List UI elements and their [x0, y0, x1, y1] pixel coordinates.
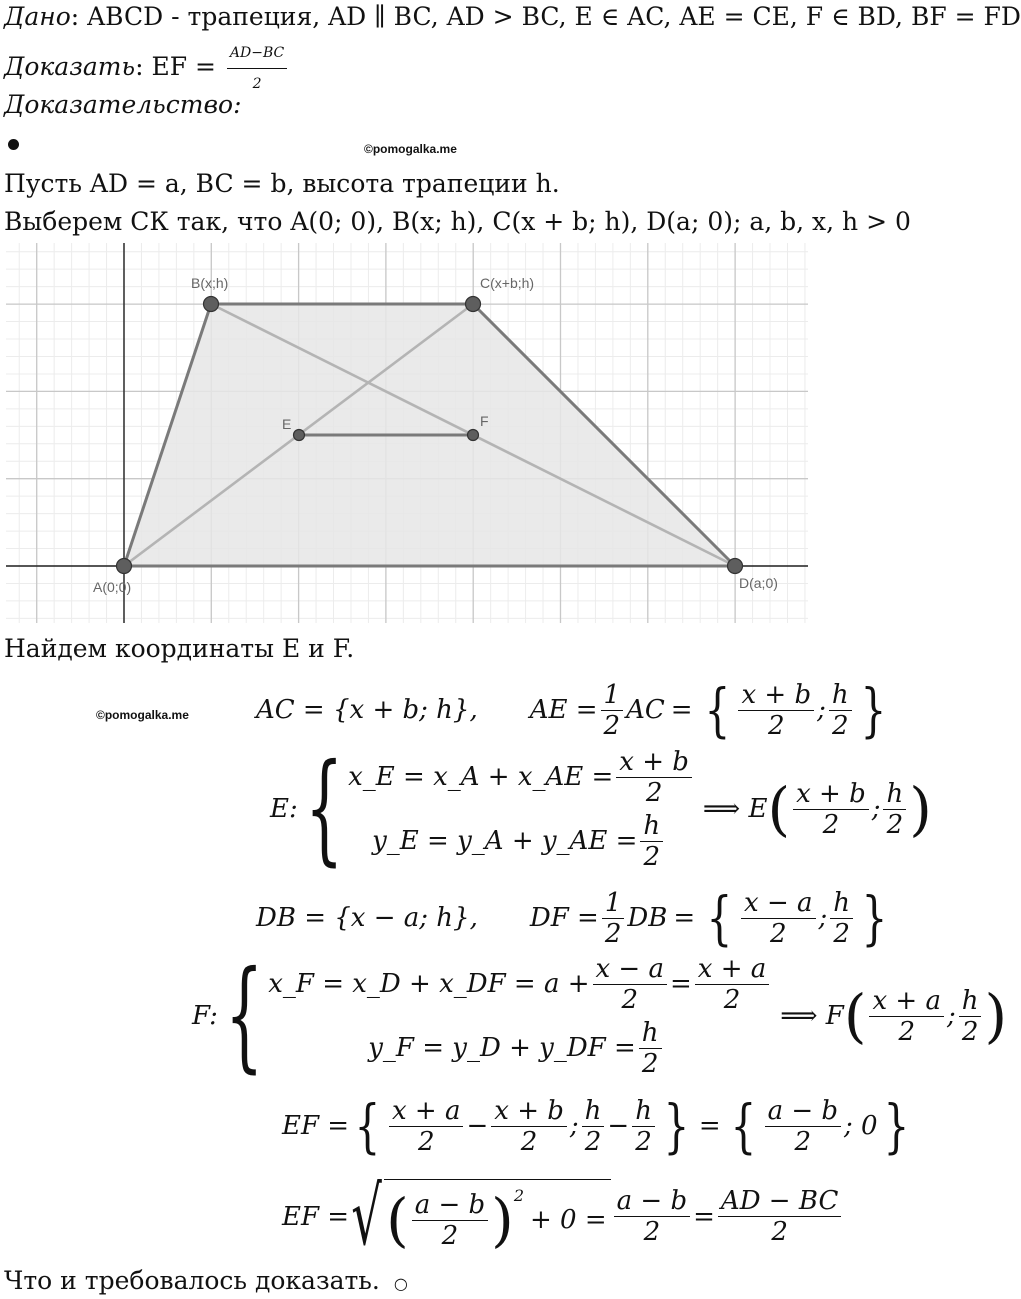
ef-vec-lhs: EF =	[282, 1111, 350, 1141]
prove-denominator: 2	[252, 76, 262, 92]
label-e: E	[282, 416, 292, 432]
ef-d1: 2	[417, 1126, 435, 1157]
ef-n1: x + a	[389, 1096, 463, 1127]
point-d	[728, 559, 743, 574]
equation-ef-length	[282, 1170, 844, 1263]
system-f-row1-frac	[593, 954, 667, 1015]
len-d3: 2	[771, 1217, 788, 1247]
len-n2: a − b	[614, 1186, 690, 1217]
ef-n2: x + b	[491, 1096, 567, 1127]
ef-n3: h	[582, 1096, 605, 1127]
equation-ef-vector: EF = { $\frac{x + a}{2}$ − $\frac{x + b}{2}$ ; $\frac{h}{2}$ − $\frac{h}{2}$ } = { $\frac{a - b}{2}$ ; 0 }	[282, 1092, 909, 1160]
len-frac2	[614, 1186, 690, 1247]
conclusion-text: Что и требовалось доказать.	[4, 1266, 380, 1295]
len-frac1	[412, 1190, 488, 1251]
system-e: E: { x_E = x_A + x_AE = $\frac{x + b}{2}$ y_E = y_A + y_AE = $\frac{h}{2}$ ⟹ E ( $\frac{x + b}{2}$ ; $\frac{h}{2}$ )	[270, 739, 932, 878]
e-res-y	[883, 779, 906, 840]
ef-frac2	[491, 1096, 567, 1157]
eq-db-vec: DB	[627, 903, 668, 933]
given-label: Дано	[4, 2, 71, 31]
f-res-x-num: x + a	[869, 986, 943, 1017]
half-den: 2	[603, 710, 621, 741]
df-half	[602, 888, 625, 949]
ae-x-num: x + b	[738, 680, 814, 711]
system-e-row2-den: 2	[643, 841, 661, 872]
system-e-row2-num: h	[640, 811, 663, 842]
f-res-x-den: 2	[898, 1016, 915, 1047]
len-d1: 2	[441, 1220, 459, 1251]
system-e-row1	[348, 745, 695, 809]
proof-label: Доказательство:	[4, 90, 242, 119]
label-f: F	[480, 413, 489, 429]
given-text: : ABCD - трапеция, AD ∥ BC, AD > BC, E ∈ AC, AE = CE, F ∈ BD, BF = FD	[70, 2, 1021, 31]
system-f-implies: ⟹ F	[780, 1001, 844, 1031]
half-fraction	[601, 680, 624, 741]
system-f-row1-den: 2	[621, 984, 639, 1015]
system-f-row1-eq: =	[669, 969, 692, 999]
ef-zero: ; 0	[844, 1111, 878, 1141]
system-f-row1-num: x − a	[593, 954, 667, 985]
len-frac3	[718, 1186, 841, 1247]
eq-db-sign: =	[673, 903, 696, 933]
prove-label: Доказать	[4, 52, 136, 81]
system-e-row1-num: x + b	[616, 747, 692, 778]
system-e-row2-left: y_E = y_A + y_AE =	[372, 826, 638, 856]
bullet-icon	[8, 139, 19, 150]
ef-frac4	[632, 1096, 655, 1157]
point-c	[466, 297, 481, 312]
f-paren-left: (	[843, 982, 867, 1050]
e-res-y-num: h	[883, 779, 906, 810]
system-f-row1	[268, 952, 772, 1016]
point-b	[204, 297, 219, 312]
len-plus-zero: + 0 =	[530, 1205, 607, 1235]
len-d2: 2	[643, 1217, 661, 1247]
f-res-y-den: 2	[961, 1016, 979, 1047]
watermark-middle: ©pomogalka.me	[96, 708, 189, 722]
df-x-den: 2	[769, 918, 787, 949]
system-f-row2-num: h	[639, 1018, 662, 1049]
df-x-fraction	[741, 888, 815, 949]
ef-minus1: −	[466, 1111, 489, 1141]
find-line: Найдем координаты E и F.	[4, 634, 355, 663]
len-paren-right: )	[491, 1186, 514, 1254]
prove-lhs: : EF =	[135, 52, 224, 81]
label-d: D(a;0)	[739, 575, 778, 591]
system-e-row1-left: x_E = x_A + x_AE =	[348, 762, 614, 792]
f-paren-right: )	[984, 982, 1008, 1050]
system-e-rows	[348, 745, 695, 873]
ef-right-curly: }	[663, 1092, 690, 1160]
eq-db: DB = {x − a; h},	[256, 903, 478, 933]
ef-d4: 2	[635, 1126, 652, 1157]
ef-frac3	[582, 1096, 605, 1157]
ef-eq: =	[698, 1111, 721, 1141]
system-e-name: E:	[270, 794, 298, 824]
system-e-row1-frac	[616, 747, 692, 808]
ae-x-fraction	[738, 680, 814, 741]
point-a	[117, 559, 132, 574]
ef-minus2: −	[607, 1111, 630, 1141]
len-eq: =	[693, 1201, 715, 1232]
df-half-num: 1	[602, 888, 625, 919]
ae-y-fraction	[829, 680, 852, 741]
e-res-y-den: 2	[886, 809, 904, 840]
prove-numerator: AD−BC	[227, 38, 287, 69]
len-lhs: EF =	[282, 1201, 350, 1232]
system-f-row1-den2: 2	[723, 984, 741, 1015]
eq-sign: =	[670, 695, 693, 725]
ef-d2: 2	[520, 1126, 538, 1157]
eq-df-lhs: DF =	[529, 903, 599, 933]
e-res-x	[793, 779, 869, 840]
system-e-row2	[348, 809, 695, 873]
given-line	[4, 2, 1021, 32]
ef-frac5	[765, 1096, 841, 1157]
ef-d3: 2	[584, 1126, 602, 1157]
system-f-rows	[268, 952, 772, 1080]
system-e-row1-den: 2	[645, 777, 663, 808]
len-power: 2	[513, 1186, 524, 1205]
system-e-row2-frac	[640, 811, 663, 872]
system-f-row2-left: y_F = y_D + y_DF =	[368, 1033, 636, 1063]
point-e	[294, 430, 305, 441]
ae-y-den: 2	[831, 710, 849, 741]
system-f-name: F:	[192, 1001, 218, 1031]
sqrt-icon: √	[351, 1170, 382, 1263]
df-x-num: x − a	[741, 888, 815, 919]
df-y-num: h	[830, 888, 853, 919]
sqrt-body	[384, 1179, 611, 1254]
df-y-fraction	[830, 888, 853, 949]
conclusion-line	[4, 1266, 408, 1299]
system-f-row1-left: x_F = x_D + x_DF = a +	[268, 969, 590, 999]
trapezoid-figure	[6, 243, 808, 623]
system-f-row2-frac	[639, 1018, 662, 1079]
len-n1: a − b	[412, 1190, 488, 1221]
len-paren-left: (	[386, 1186, 409, 1254]
equation-ac-ae: AC = {x + b; h}, AE = $\frac{1}{2}$ AC = { $\frac{x + b}{2}$ ; $\frac{h}{2}$ }	[256, 676, 886, 744]
system-f-row1-frac2	[695, 954, 769, 1015]
ae-y-num: h	[829, 680, 852, 711]
e-res-x-num: x + b	[793, 779, 869, 810]
eq-ac: AC = {x + b; h},	[256, 695, 478, 725]
df-y-den: 2	[833, 918, 850, 949]
system-f-row2	[268, 1016, 772, 1080]
db-right-curly: }	[861, 884, 888, 952]
half-num: 1	[601, 680, 624, 711]
ae-x-den: 2	[768, 710, 785, 741]
let-line: Пусть AD = a, BC = b, высота трапеции h.	[4, 169, 560, 198]
system-e-implies: ⟹ E	[702, 794, 768, 824]
paren-right: )	[909, 775, 932, 843]
end-mark-icon: ○	[393, 1274, 408, 1293]
right-curly: }	[860, 676, 886, 744]
f-res-y	[959, 986, 982, 1047]
len-n3: AD − BC	[718, 1186, 841, 1217]
ef-left-curly: {	[354, 1092, 381, 1160]
df-half-den: 2	[604, 918, 622, 949]
paren-left: (	[767, 775, 791, 843]
system-e-brace: {	[304, 739, 344, 878]
eq-ac-vec: AC	[626, 695, 665, 725]
ef-frac1	[389, 1096, 463, 1157]
eq-ae-lhs: AE =	[529, 695, 598, 725]
label-c: C(x+b;h)	[480, 275, 535, 291]
label-b: B(x;h)	[191, 275, 229, 291]
f-res-y-num: h	[959, 986, 982, 1017]
ef-n4: h	[632, 1096, 655, 1127]
left-curly: {	[704, 676, 730, 744]
label-a: A(0;0)	[93, 579, 132, 595]
db-left-curly: {	[706, 884, 733, 952]
equation-db-df: DB = {x − a; h}, DF = $\frac{1}{2}$ DB = { $\frac{x - a}{2}$ ; $\frac{h}{2}$ }	[256, 884, 888, 952]
ef-d5: 2	[794, 1126, 812, 1157]
point-f	[468, 430, 479, 441]
system-f-brace: {	[224, 946, 264, 1085]
watermark-top: ©pomogalka.me	[364, 142, 457, 156]
system-f-row1-num2: x + a	[695, 954, 769, 985]
system-f: F: { x_F = x_D + x_DF = a + $\frac{x - a}{2}$ = $\frac{x + a}{2}$ y_F = y_D + y_DF = $\frac{h}{2}$ ⟹ F ( $\frac{x + a}{2}$ ; $\frac{h}{2}$ )	[192, 946, 1008, 1085]
ef-res-left-curly: {	[730, 1092, 757, 1160]
ef-n5: a − b	[765, 1096, 841, 1127]
choose-line: Выберем СК так, что A(0; 0), B(x; h), C(x + b; h), D(a; 0); a, b, x, h > 0	[4, 207, 911, 236]
prove-line	[4, 38, 290, 90]
ef-res-right-curly: }	[883, 1092, 909, 1160]
f-res-x	[869, 986, 943, 1047]
system-f-row2-den: 2	[641, 1048, 659, 1079]
e-res-x-den: 2	[822, 809, 840, 840]
